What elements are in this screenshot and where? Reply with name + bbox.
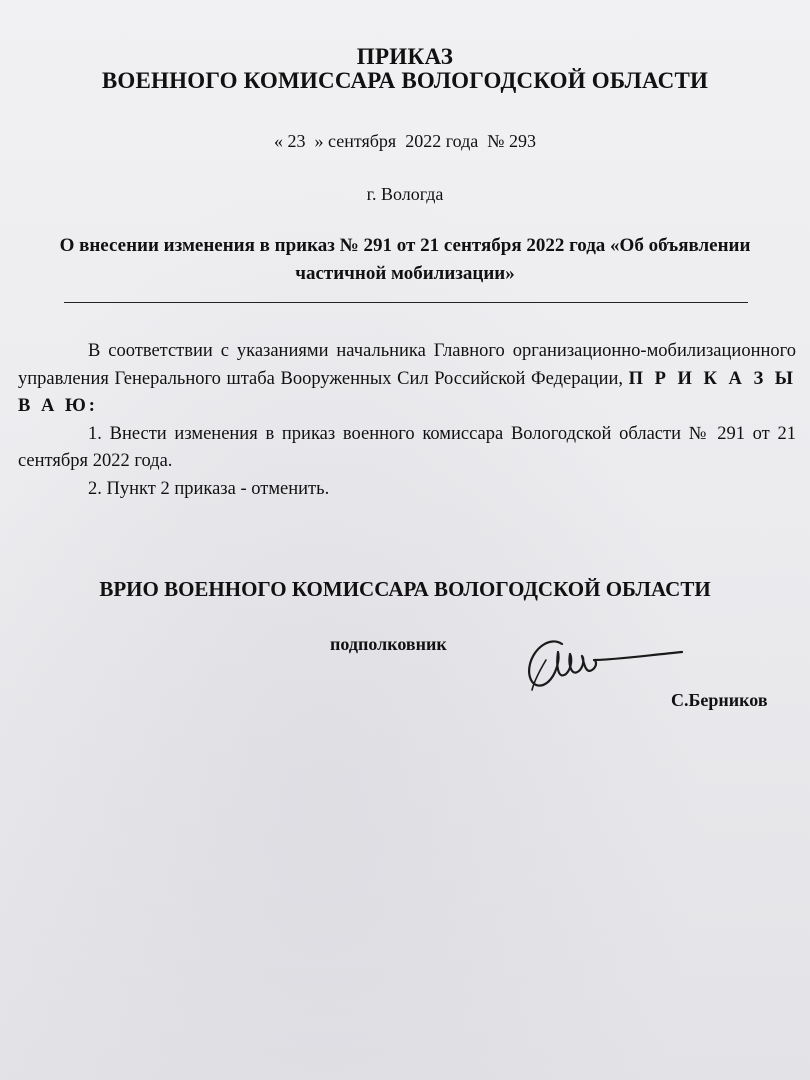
signatory-rank: подполковник [330,634,447,654]
city: г. Вологда [366,184,444,204]
order-body [18,338,796,503]
preamble-paragraph [18,338,796,421]
order-subject: О внесении изменения в приказ № 291 от 21 сентября 2022 года «Об объявлении частичной мобилизации» [59,235,751,284]
handwritten-signature [522,630,692,700]
date-and-number: « 23 » сентября 2022 года № 293 [274,131,536,151]
document-issuer: ВОЕННОГО КОМИССАРА ВОЛОГОДСКОЙ ОБЛАСТИ [101,68,709,93]
signatory-name: С.Берников [671,690,768,710]
preamble-text: В соответствии с указаниями начальника Главного организационно-мобилизационного управления Генерального штаба Вооруженных Сил Российской Федерации, [18,341,796,389]
order-keyword: П Р И К А З Ы В А Ю: [18,368,796,416]
order-item-1: 1. Внести изменения в приказ военного комиссара Вологодской области № 291 от 21 сентября 2022 года. [18,423,796,471]
signatory-position: ВРИО ВОЕННОГО КОМИССАРА ВОЛОГОДСКОЙ ОБЛАСТИ [99,577,711,601]
order-item-2: 2. Пункт 2 приказа - отменить. [88,478,330,499]
divider-line [64,302,748,303]
document-title: ПРИКАЗ [356,44,454,69]
